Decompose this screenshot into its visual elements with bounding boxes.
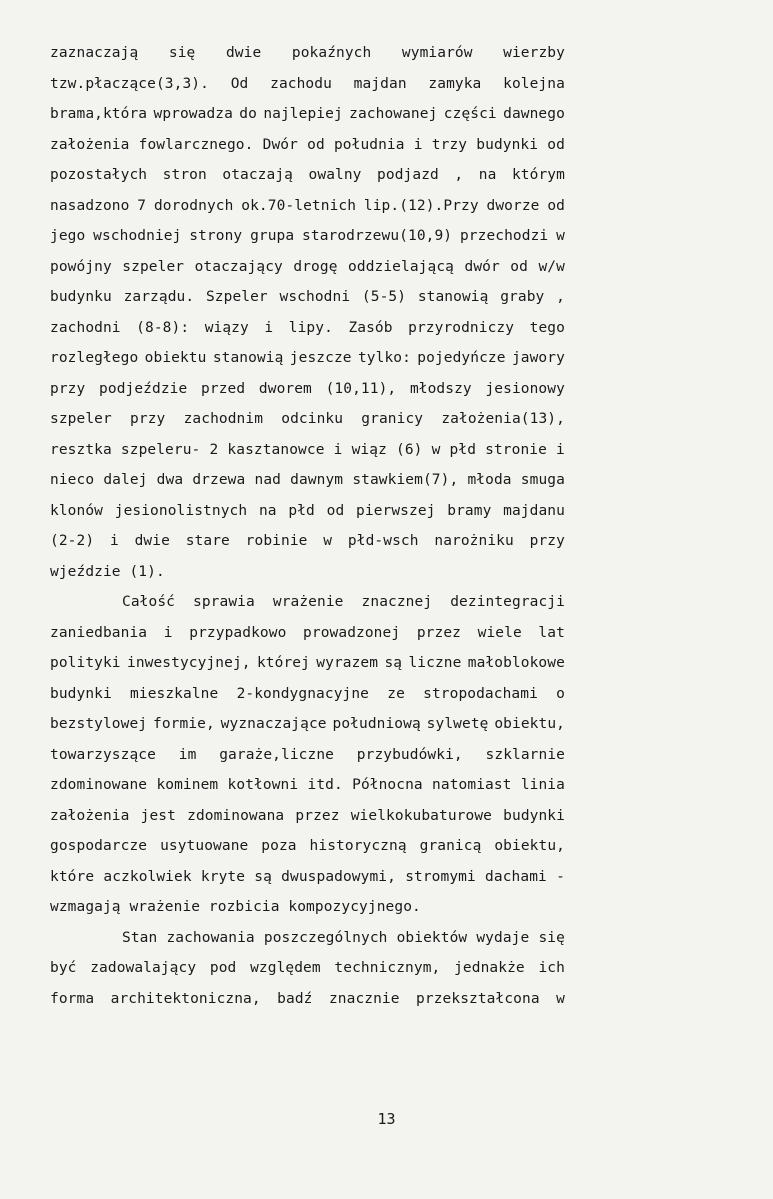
text-line: które aczkolwiek kryte są dwuspadowymi, stromymi dachami - — [50, 868, 565, 885]
text-line: założenia jest zdominowana przez wielkokubaturowe budynki — [50, 807, 565, 824]
text-line: towarzyszące im garaże,liczne przybudówki, szklarnie — [50, 746, 565, 763]
text-line: nieco dalej dwa drzewa nad dawnym stawkiem(7), młoda smuga — [50, 472, 565, 488]
paragraph-first-line: Stan zachowania poszczególnych obiektów wydaje się — [122, 929, 565, 946]
text-line: forma architektoniczna, badź znacznie przekształcona w — [50, 990, 565, 1007]
text-line: budynku zarządu. Szpeler wschodni (5-5) stanowią graby , — [50, 289, 565, 305]
text-line: zaniedbania i przypadkowo prowadzonej przez wiele lat — [50, 624, 565, 641]
text-line: polityki inwestycyjnej, której wyrazem są liczne małoblokowe — [50, 655, 565, 671]
text-line: budynki mieszkalne 2-kondygnacyjne ze stropodachami o — [50, 685, 565, 702]
text-line: założenia fowlarcznego. Dwór od południa i trzy budynki od — [50, 136, 565, 153]
page-number: 13 — [377, 1110, 396, 1128]
text-line: pozostałych stron otaczają owalny podjazd , na którym — [50, 167, 565, 183]
text-line: zaznaczają się dwie pokaźnych wymiarów wierzby — [50, 45, 565, 61]
text-line: resztka szpeleru- 2 kasztanowce i wiąz (6) w płd stronie i — [50, 441, 565, 458]
text-line: wzmagają wrażenie rozbicia kompozycyjnego. — [50, 899, 421, 915]
text-line: jego wschodniej strony grupa starodrzewu(10,9) przechodzi w — [50, 228, 565, 244]
text-line: zdominowane kominem kotłowni itd. Północna natomiast linia — [50, 777, 565, 793]
text-line: zachodni (8-8): wiązy i lipy. Zasób przyrodniczy tego — [50, 319, 565, 336]
text-line: przy podjeździe przed dworem (10,11), młodszy jesionowy — [50, 380, 565, 397]
text-line: tzw.płaczące(3,3). Od zachodu majdan zamyka kolejna — [50, 75, 565, 92]
text-line: być zadowalający pod względem technicznym, jednakże ich — [50, 960, 565, 976]
text-line: rozległego obiektu stanowią jeszcze tylko: pojedyńcze jawory — [50, 350, 565, 366]
text-line: (2-2) i dwie stare robinie w płd-wsch narożniku przy — [50, 533, 565, 549]
paragraph-first-line: Całość sprawia wrażenie znacznej dezintegracji — [122, 594, 565, 610]
body-text — [50, 38, 565, 1014]
text-line: szpeler przy zachodnim odcinku granicy założenia(13), — [50, 411, 565, 427]
text-line: powójny szpeler otaczający drogę oddzielającą dwór od w/w — [50, 258, 565, 275]
text-line: gospodarcze usytuowane poza historyczną granicą obiektu, — [50, 838, 565, 854]
text-line: wjeździe (1). — [50, 563, 165, 580]
text-line: nasadzono 7 dorodnych ok.70-letnich lip.(12).Przy dworze od — [50, 197, 565, 214]
text-line: bezstylowej formie, wyznaczające południową sylwetę obiektu, — [50, 716, 565, 732]
text-line: brama,która wprowadza do najlepiej zachowanej części dawnego — [50, 106, 565, 122]
text-line: klonów jesionolistnych na płd od pierwszej bramy majdanu — [50, 502, 565, 519]
